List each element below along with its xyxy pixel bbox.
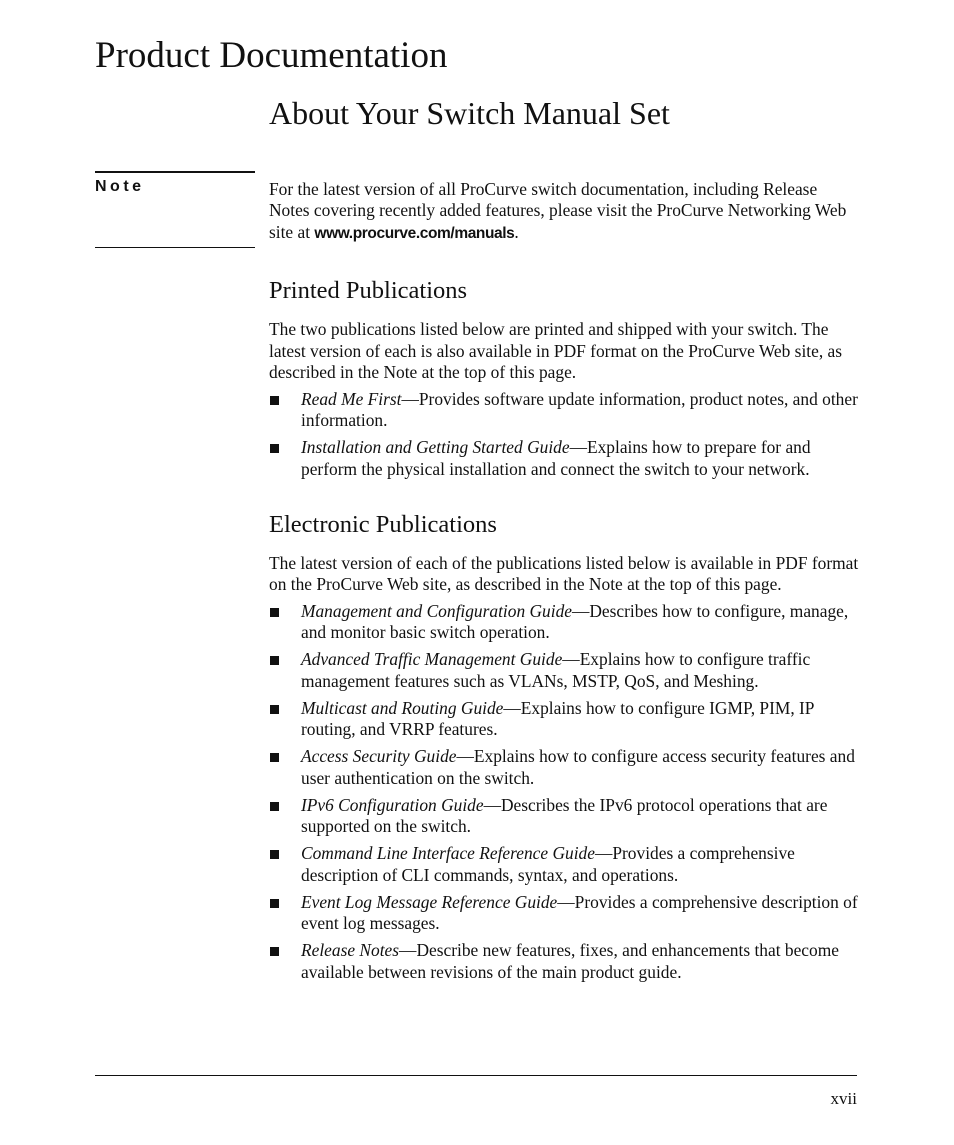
square-bullet-icon (270, 444, 279, 453)
list-item (269, 437, 859, 480)
publication-title: IPv6 Configuration Guide (301, 794, 484, 815)
note-bottom-rule (95, 247, 255, 248)
note-text-before: For the latest version of all ProCurve switch documentation, including Release Notes covering recently added features, please visit the ProCurve Networking Web site at (269, 179, 847, 242)
publication-description: —Describe new features, fixes, and enhancements that become available between revisions of the main product guide. (301, 940, 839, 982)
printed-publications-list (269, 389, 859, 481)
page-number: xvii (830, 1089, 857, 1108)
publication-title: Event Log Message Reference Guide (301, 891, 558, 912)
square-bullet-icon (270, 947, 279, 956)
publication-description: —Explains how to configure IGMP, PIM, IP routing, and VRRP features. (301, 697, 814, 739)
publication-description: —Explains how to configure access security features and user authentication on the switch. (301, 746, 855, 788)
publication-title: Management and Configuration Guide (301, 600, 572, 621)
publication-description: —Provides a comprehensive description of event log messages. (301, 891, 858, 933)
note-text-after: . (514, 221, 519, 242)
manuals-url-link[interactable]: www.procurve.com/manuals (314, 224, 515, 242)
list-item (269, 746, 859, 789)
printed-publications-heading: Printed Publications (269, 277, 468, 304)
main-content (269, 275, 859, 989)
note-label: Note (95, 178, 145, 195)
square-bullet-icon (270, 656, 279, 665)
list-item (269, 698, 859, 741)
publication-description: —Provides a comprehensive description of CLI commands, syntax, and operations. (301, 843, 795, 885)
publication-title: Command Line Interface Reference Guide (301, 843, 595, 863)
publication-title: Installation and Getting Started Guide (301, 437, 570, 457)
note-text (269, 179, 859, 244)
electronic-publications-intro: The latest version of each of the publications listed below is available in PDF format on the ProCurve Web site, as described in the Note at the top of this page. (269, 552, 859, 594)
square-bullet-icon (270, 396, 279, 405)
electronic-publications-list (269, 601, 859, 984)
printed-publications-intro: The two publications listed below are printed and shipped with your switch. The latest version of each is also available in PDF format on the ProCurve Web site, as described in the Note at the top of this page. (269, 319, 843, 382)
publication-description: —Explains how to configure traffic management features such as VLANs, MSTP, QoS, and Meshing. (301, 649, 811, 691)
section-title: About Your Switch Manual Set (269, 95, 670, 131)
square-bullet-icon (270, 899, 279, 908)
footer-rule (95, 1075, 857, 1076)
list-item (269, 649, 859, 692)
publication-description: —Describes how to configure, manage, and monitor basic switch operation. (301, 600, 849, 642)
electronic-publications-heading: Electronic Publications (269, 510, 497, 538)
publication-description: —Explains how to prepare for and perform the physical installation and connect the switch to your network. (301, 437, 811, 479)
publication-title: Read Me First (301, 388, 402, 409)
list-item (269, 843, 859, 886)
publication-description: —Describes the IPv6 protocol operations that are supported on the switch. (301, 794, 828, 836)
square-bullet-icon (270, 608, 279, 617)
list-item (269, 892, 859, 935)
note-top-rule (95, 171, 255, 173)
list-item (269, 795, 859, 838)
square-bullet-icon (270, 705, 279, 714)
publication-description: —Provides software update information, product notes, and other information. (301, 388, 858, 430)
publication-title: Multicast and Routing Guide (301, 697, 504, 718)
square-bullet-icon (270, 850, 279, 859)
publication-title: Advanced Traffic Management Guide (301, 649, 563, 669)
square-bullet-icon (270, 802, 279, 811)
publication-title: Release Notes (301, 940, 400, 960)
list-item (269, 389, 859, 432)
square-bullet-icon (270, 753, 279, 762)
list-item (269, 601, 859, 644)
list-item (269, 940, 859, 983)
publication-title: Access Security Guide (301, 746, 457, 766)
page-title: Product Documentation (95, 35, 448, 76)
